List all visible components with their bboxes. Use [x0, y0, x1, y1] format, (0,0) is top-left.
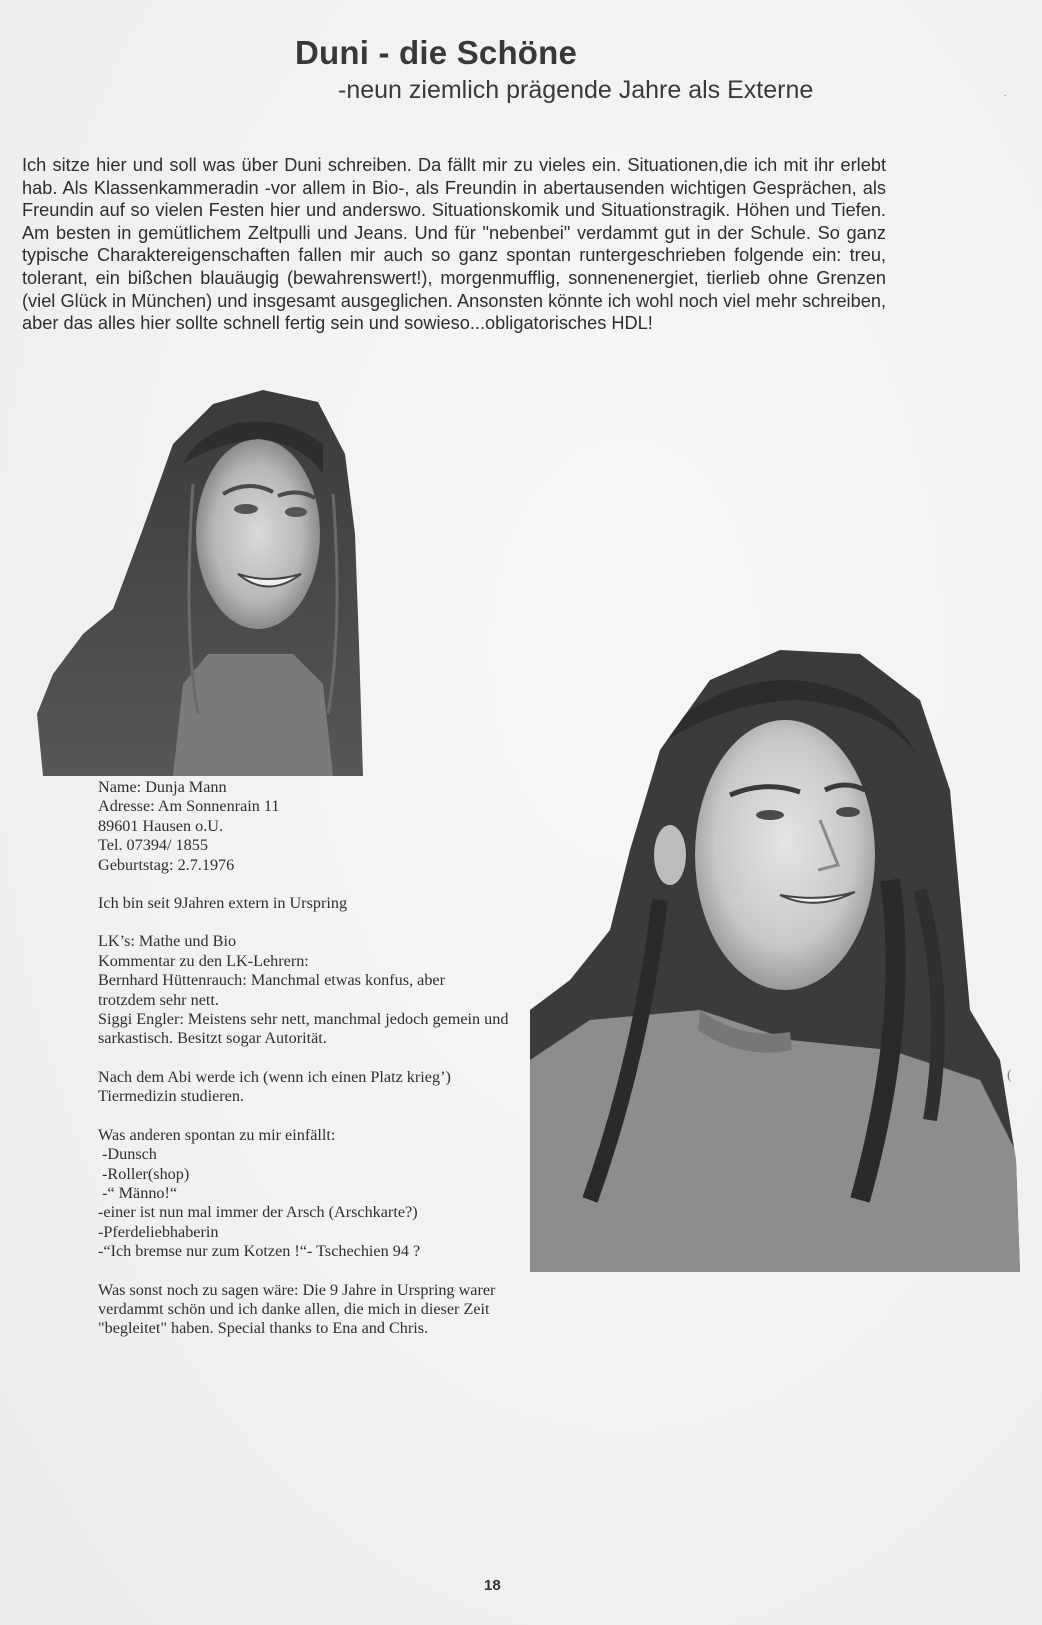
bio-city: 89601 Hausen o.U.: [98, 816, 223, 835]
bio-block: [98, 778, 548, 1339]
page-subtitle: -neun ziemlich prägende Jahre als Externe: [338, 76, 814, 104]
page-title: Duni - die Schöne: [295, 34, 578, 71]
bio-address: Adresse: Am Sonnenrain 11: [98, 797, 280, 816]
bio-others-item: -Dunsch: [98, 1145, 157, 1164]
bio-comment-teacher-1: Bernhard Hüttenrauch: Manchmal etwas konfus, aber trotzdem sehr nett.: [98, 971, 446, 1009]
bio-future: Nach dem Abi werde ich (wenn ich einen Platz krieg’) Tiermedizin studieren.: [98, 1067, 451, 1106]
bio-closing: Was sonst noch zu sagen wäre: Die 9 Jahre in Urspring warer verdammt schön und ich danke allen, die mich in dieser Zeit "begleitet" haben. Special thanks to Ena and Chris.: [98, 1280, 496, 1338]
bio-lk-line: LK’s: Mathe und Bio: [98, 932, 237, 951]
page-number: 18: [484, 1577, 501, 1594]
bio-others-item: -Pferdeliebhaberin: [98, 1222, 219, 1241]
bio-others-item: -“ Männo!“: [98, 1183, 178, 1202]
intro-paragraph: Ich sitze hier und soll was über Duni schreiben. Da fällt mir zu vieles ein. Situationen,die ich mit ihr erlebt hab. Als Klassenkammeradin -vor allem in Bio-, als Freundin in abertausenden wichtigen Gesprächen, als Freundin auf so vielen Festen hier und anderswo. Situationskomik und Situationstragik. Höhen und Tiefen. Am besten in gemütlichem Zeltpulli und Jeans. Und für "nebenbei" verdammt gut in der Schule. So ganz typische Charaktereigenschaften fallen mir auch so ganz spontan runtergeschrieben folgende ein: treu, tolerant, ein bißchen blauäugig (bewahrenswert!), morgenmufflig, sonnenenergiet, tierlieb ohne Grenzen (viel Glück in München) und insgesamt ausgeglichen. Ansonsten könnte ich wohl noch viel mehr schreiben, aber das alles hier sollte schnell fertig sein und sowieso...obligatorisches HDL!: [22, 155, 886, 334]
bio-name: Name: Dunja Mann: [98, 778, 227, 796]
yearbook-page: Duni - die Schöne -neun ziemlich prägende Jahre als Externe Ich sitze hier und soll was über Duni schreiben. Da fällt mir zu vieles ein. Situationen,die ich mit ihr erlebt hab. Als Klassenkammeradin -vor allem in Bio-, als Freundin in abertausenden wichtigen Gesprächen, als Freundin auf so vielen Festen hier und anderswo. Situationskomik und Situationstragik. Höhen und Tiefen. Am besten in gemütlichem Zeltpulli und Jeans. Und für "nebenbei" verdammt gut in der Schule. So ganz typische Charaktereigenschaften fallen mir auch so ganz spontan runtergeschrieben folgende ein: treu, tolerant, ein bißchen blauäugig (bewahrenswert!), morgenmufflig, sonnenenergiet, tierlieb ohne Grenzen (viel Glück in München) und insgesamt ausgeglichen. Ansonsten könnte ich wohl noch viel mehr schreiben, aber das alles hier sollte schnell fertig sein und sowieso...obligatorisches HDL! Name: Dunja Mann Adresse: Am Sonnenrain 11 89601 Hausen o.U. Tel. 07394/ 1855 Geburtstag: 2.7.1976 Ich bin seit 9Jahren extern in Urspring LK’s: Mathe und Bio Kommentar zu den LK-Lehrern: Bernhard Hüttenrauch: Manchmal etwas konfus, aber trotzdem sehr nett. Siggi Engler: Meistens sehr nett, manchmal jedoch gemein und sarkastisch. Besitzt sogar Autorität. Nach dem Abi werde ich (wenn ich einen Platz krieg’) Tiermedizin studieren. Was anderen spontan zu mir einfällt: -Dunsch -Roller(shop) -“ Männo!“ -einer ist nun mal immer der Arsch (Arschkarte?) -Pferdeliebhaberin -“Ich bremse nur zum Kotzen !“- Tschechien 94 ? Was sonst noch zu sagen wäre: Die 9 Jahre in Urspring warer verdammt schön und ich danke allen, die mich in dieser Zeit "begleitet" haben. Special thanks to Ena and Chris. . ( 18: [0, 0, 1042, 1625]
bio-comment-heading: Kommentar zu den LK-Lehrern:: [98, 951, 309, 970]
bio-others-heading: Was anderen spontan zu mir einfällt:: [98, 1125, 336, 1144]
bio-others-item: -Roller(shop): [98, 1164, 190, 1183]
bio-others-item: -“Ich bremse nur zum Kotzen !“- Tschechien 94 ?: [98, 1242, 421, 1261]
bio-others-item: -einer ist nun mal immer der Arsch (Arschkarte?): [98, 1203, 418, 1222]
portrait-photo-recent: [530, 640, 1020, 1272]
bio-comment-teacher-2: Siggi Engler: Meistens sehr nett, manchmal jedoch gemein und sarkastisch. Besitzt sogar Autorität.: [98, 1010, 509, 1048]
bio-birthday: Geburtstag: 2.7.1976: [98, 855, 235, 874]
bio-extern-line: Ich bin seit 9Jahren extern in Urspring: [98, 894, 348, 913]
portrait-photo-young: [33, 384, 363, 776]
bio-phone: Tel. 07394/ 1855: [98, 836, 208, 855]
